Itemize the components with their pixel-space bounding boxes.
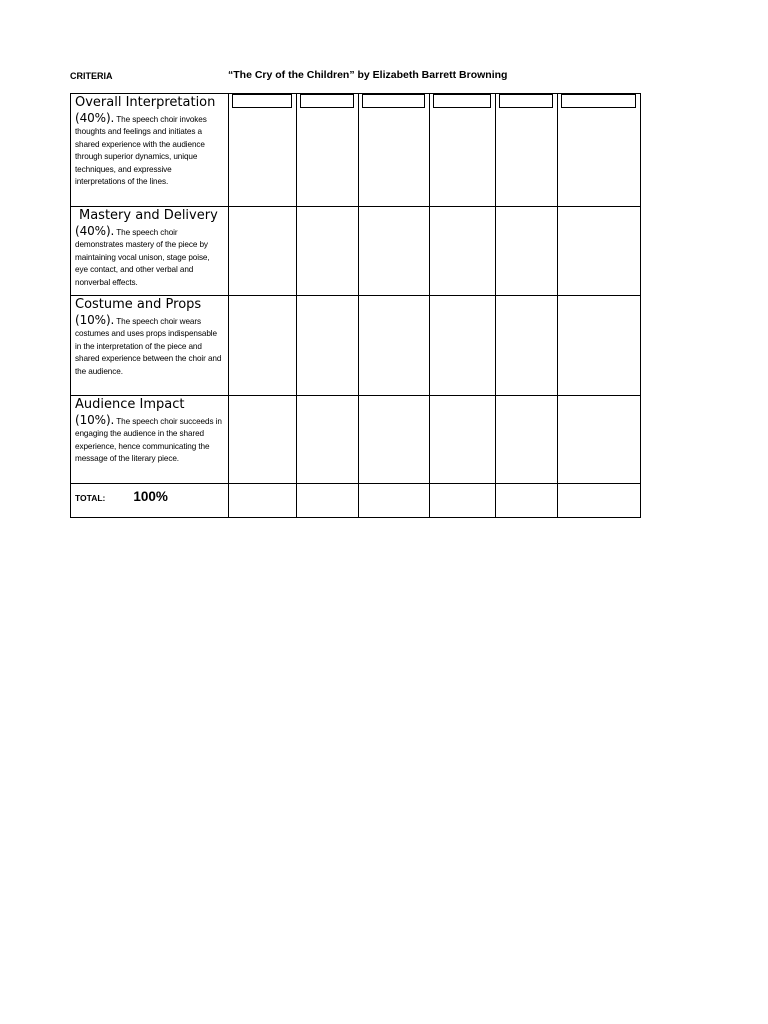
score-cell[interactable] [496, 207, 558, 296]
criterion-title: Audience Impact [75, 397, 185, 412]
criterion-percent: (10%). [75, 413, 115, 427]
criterion-description: The speech choir invokes thoughts and feelings and initiates a shared experience with the audience through superior dynamics, unique techniques, and expressive interpretations of the lines. [75, 115, 207, 187]
score-cell[interactable] [430, 396, 496, 484]
total-score-cell[interactable] [359, 484, 430, 518]
criterion-description: The speech choir wears costumes and uses props indispensable in the interpretation of the piece and shared experience between the choir and the audience. [75, 317, 222, 376]
criterion-description: The speech choir succeeds in engaging the audience in the shared experience, hence communicating the message of the literary piece. [75, 417, 222, 464]
score-cell[interactable] [558, 207, 641, 296]
score-cell[interactable] [297, 94, 359, 207]
total-score-cell[interactable] [297, 484, 359, 518]
group-name-box[interactable] [561, 94, 636, 108]
total-cell [71, 484, 229, 518]
score-cell[interactable] [229, 207, 297, 296]
criterion-cell [71, 296, 229, 396]
total-row [71, 484, 641, 518]
criterion-description-block [75, 225, 224, 289]
criterion-description-block [75, 112, 224, 188]
table-row [71, 207, 641, 296]
criterion-title: Costume and Props [75, 297, 202, 312]
score-cell[interactable] [359, 94, 430, 207]
score-cell[interactable] [496, 296, 558, 396]
table-row [71, 296, 641, 396]
table-row [71, 396, 641, 484]
criterion-title: Mastery and Delivery [79, 208, 218, 223]
total-score-cell[interactable] [558, 484, 641, 518]
criterion-cell [71, 396, 229, 484]
group-name-box[interactable] [433, 94, 491, 108]
score-cell[interactable] [558, 296, 641, 396]
score-cell[interactable] [297, 207, 359, 296]
score-cell[interactable] [430, 207, 496, 296]
criterion-cell [71, 94, 229, 207]
score-cell[interactable] [430, 94, 496, 207]
page-title: “The Cry of the Children” by Elizabeth Barrett Browning [228, 69, 508, 81]
table-row [71, 94, 641, 207]
total-score-cell[interactable] [430, 484, 496, 518]
score-cell[interactable] [297, 296, 359, 396]
group-name-box[interactable] [499, 94, 553, 108]
score-cell[interactable] [359, 396, 430, 484]
score-cell[interactable] [229, 94, 297, 207]
criterion-cell [71, 207, 229, 296]
score-cell[interactable] [430, 296, 496, 396]
criterion-percent: (40%). [75, 111, 115, 125]
score-cell[interactable] [558, 94, 641, 207]
criterion-description-block [75, 414, 224, 466]
group-name-box[interactable] [232, 94, 292, 108]
criterion-title: Overall Interpretation [75, 95, 216, 110]
score-cell[interactable] [496, 396, 558, 484]
criterion-percent: (40%). [75, 224, 115, 238]
total-value: 100% [133, 489, 168, 504]
total-score-cell[interactable] [229, 484, 297, 518]
group-name-box[interactable] [300, 94, 354, 108]
score-cell[interactable] [229, 296, 297, 396]
criterion-description: The speech choir demonstrates mastery of the piece by maintaining vocal unison, stage poise, eye contact, and other verbal and nonverbal effects. [75, 228, 210, 287]
criteria-header: CRITERIA [70, 71, 113, 81]
score-cell[interactable] [359, 207, 430, 296]
total-score-cell[interactable] [496, 484, 558, 518]
score-cell[interactable] [297, 396, 359, 484]
total-label: TOTAL: [75, 493, 106, 503]
rubric-table [70, 93, 641, 518]
score-cell[interactable] [359, 296, 430, 396]
score-cell[interactable] [229, 396, 297, 484]
criterion-description-block [75, 314, 224, 378]
score-cell[interactable] [496, 94, 558, 207]
criterion-percent: (10%). [75, 313, 115, 327]
score-cell[interactable] [558, 396, 641, 484]
group-name-box[interactable] [362, 94, 425, 108]
